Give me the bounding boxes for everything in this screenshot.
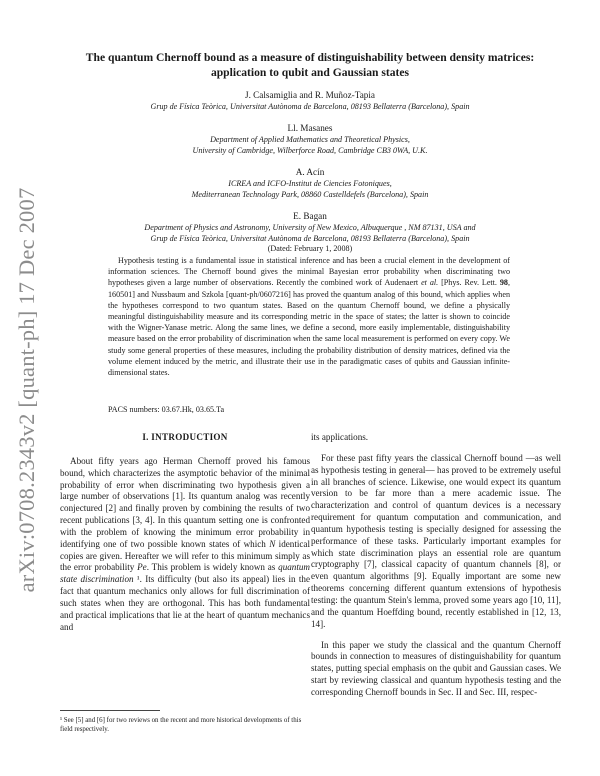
author-acin: A. Acín	[295, 167, 325, 177]
affiliation-unm: Department of Physics and Astronomy, University of New Mexico, Albuquerque , NM 87131, USA and	[144, 223, 476, 232]
affiliation-uab-2: Grup de Física Teòrica, Universitat Autònoma de Barcelona, 08193 Bellaterra (Barcelona), Spain	[150, 234, 470, 243]
abstract: Hypothesis testing is a fundamental issue in statistical inference and has been a crucial element in the development of information sciences. The Chernoff bound gives the minimal Bayesian error probability when discriminating two hypotheses given a large number of observations. Recently the combined work of Audenaert et al. [Phys. Rev. Lett. 98, 160501] and Nussbaum and Szkola [quant-ph/0607216] has proved the quantum analog of this bound, which applies when the hypotheses correspond to two quantum states. Based on the quantum Chernoff bound, we define a physically meaningful distinguishability measure and its corresponding metric in the space of states; the latter is shown to coincide with the Wigner-Yanase metric. Along the same lines, we define a second, more easily implementable, distinguishability measure based on the error probability of discrimination when the same local measurement is performed on every copy. We study some general properties of these measures, including the probability distribution of density matrices, defined via the volume element induced by the metric, and illustrate their use in the paradigmatic cases of qubits and Gaussian infinite-dimensional states.	[108, 256, 510, 378]
left-column	[60, 432, 310, 634]
intro-paragraph-1-end: its applications.	[311, 432, 369, 442]
affiliation-icfo-line1: ICREA and ICFO-Institut de Ciencies Fotoniques,	[228, 179, 392, 188]
footnote: ¹ See [5] and [6] for two reviews on the recent and more historical developments of this field respectively.	[60, 717, 302, 733]
dated-line: (Dated: February 1, 2008)	[267, 244, 353, 253]
affiliation-icfo-line2: Mediterranean Technology Park, 08860 Castelldefels (Barcelona), Spain	[191, 190, 429, 199]
arxiv-identifier-sidebar	[9, 187, 45, 593]
affiliation-cambridge-line1: Department of Applied Mathematics and Theoretical Physics,	[210, 135, 410, 144]
affiliation-cambridge-line2: University of Cambridge, Wilberforce Road, Cambridge CB3 0WA, U.K.	[192, 146, 428, 155]
arxiv-identifier: arXiv:0708.2343v2 [quant-ph] 17 Dec 2007	[14, 187, 39, 593]
section-heading-introduction: I. INTRODUCTION	[142, 432, 228, 442]
author-masanes: Ll. Masanes	[287, 123, 333, 133]
author-bagan: E. Bagan	[293, 211, 327, 221]
intro-paragraph-1: About fifty years ago Herman Chernoff proved his famous bound, which characterizes the asymptotic behavior of the minimal probability of error when discriminating two hypothesis given a large number of observations [1]. Its quantum analog was recently conjectured [2] and finally proven by combining the results of two recent publications [3, 4]. In this quantum setting one is confronted with the problem of knowing the minimum error probability in identifying one of two possible known states of which N identical copies are given. Hereafter we will refer to this minimum simply as the error probability Pe. This problem is widely known as quantum state discrimination ¹. Its difficulty (but also its appeal) lies in the fact that quantum mechanics only allows for full discrimination of such states when they are orthogonal. This has both fundamental and practical implications that lie at the heart of quantum mechanics and	[60, 455, 310, 632]
paper-title: The quantum Chernoff bound as a measure of distinguishability between density matrices: application to qubit and Gaussian states	[85, 51, 535, 79]
intro-paragraph-3: In this paper we study the classical and the quantum Chernoff bounds in connection to measures of distinguishability for quantum states, putting special emphasis on the qubit and Gaussian cases. We start by reviewing classical and quantum hypothesis testing and the corresponding Chernoff bounds in Sec. II and Sec. III, respec-	[311, 639, 561, 697]
pacs-numbers: PACS numbers: 03.67.Hk, 03.65.Ta	[108, 405, 225, 414]
right-column	[311, 432, 561, 699]
footnote-rule	[60, 710, 160, 711]
authors-calsamiglia-munoz-tapia: J. Calsamiglia and R. Muñoz-Tapia	[245, 90, 375, 100]
intro-paragraph-2: For these past fifty years the classical Chernoff bound —as well as hypothesis testing in general— has proved to be extremely useful in all branches of science. Likewise, one would expect its quantum version to be far more than a mere academic issue. The characterization and control of quantum devices is a necessary requirement for quantum computation and communication, and quantum hypothesis testing is specially designed for assessing the performance of these tasks. Particularly important examples for which state discrimination plays an essential role are quantum cryptography [7], classical capacity of quantum channels [8], or even quantum algorithms [9]. Equally important are some new theorems concerning different quantum extensions of hypothesis testing: the quantum Stein's lemma, proved some years ago [10, 11], and the quantum Hoeffding bound, recently established in [12, 13, 14].	[311, 452, 561, 629]
affiliation-uab: Grup de Física Teòrica, Universitat Autònoma de Barcelona, 08193 Bellaterra (Barcelona), Spain	[150, 102, 470, 111]
